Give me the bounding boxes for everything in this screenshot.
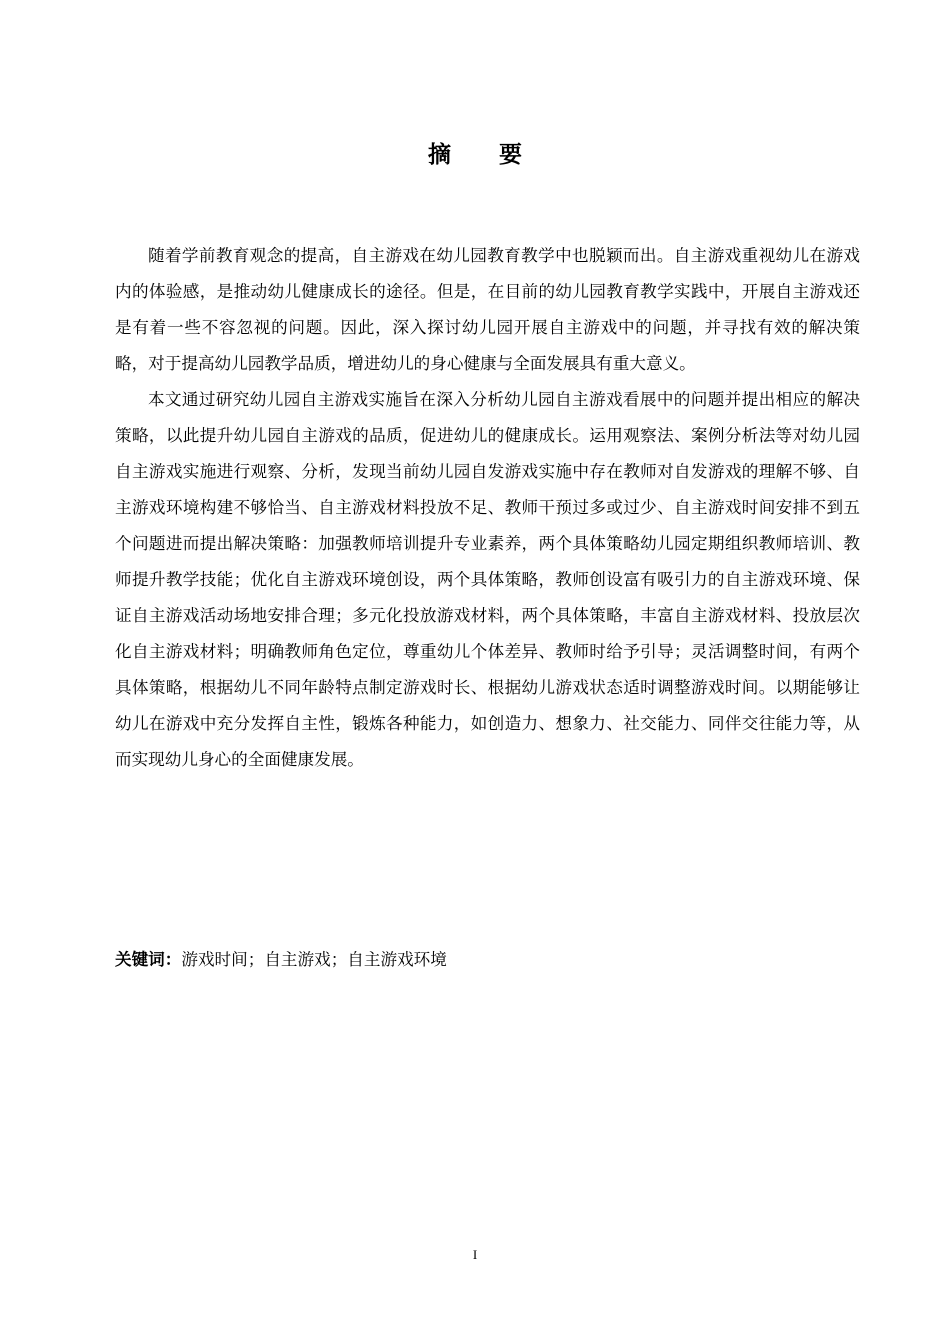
page-number: I <box>472 1247 478 1262</box>
keywords-label: 关键词： <box>115 950 182 969</box>
abstract-paragraph-1: 随着学前教育观念的提高，自主游戏在幼儿园教育教学中也脱颖而出。自主游戏重视幼儿在游戏内的体验感，是推动幼儿健康成长的途径。但是，在目前的幼儿园教育教学实践中，开展自主游戏还是有着一些不容忽视的问题。因此，深入探讨幼儿园开展自主游戏中的问题，并寻找有效的解决策略，对于提高幼儿园教学品质，增进幼儿的身心健康与全面发展具有重大意义。 <box>115 246 860 373</box>
abstract-body <box>115 238 860 778</box>
page-title: 摘 要 <box>427 142 542 169</box>
abstract-paragraph-2: 本文通过研究幼儿园自主游戏实施旨在深入分析幼儿园自主游戏看展中的问题并提出相应的解决策略，以此提升幼儿园自主游戏的品质，促进幼儿的健康成长。运用观察法、案例分析法等对幼儿园自主游戏实施进行观察、分析，发现当前幼儿园自发游戏实施中存在教师对自发游戏的理解不够、自主游戏环境构建不够恰当、自主游戏材料投放不足、教师干预过多或过少、自主游戏时间安排不到五个问题进而提出解决策略：加强教师培训提升专业素养，两个具体策略幼儿园定期组织教师培训、教师提升教学技能；优化自主游戏环境创设，两个具体策略，教师创设富有吸引力的自主游戏环境、保证自主游戏活动场地安排合理；多元化投放游戏材料，两个具体策略，丰富自主游戏材料、投放层次化自主游戏材料；明确教师角色定位，尊重幼儿个体差异、教师时给予引导；灵活调整时间，有两个具体策略，根据幼儿不同年龄特点制定游戏时长、根据幼儿游戏状态适时调整游戏时间。以期能够让幼儿在游戏中充分发挥自主性，锻炼各种能力，如创造力、想象力、社交能力、同伴交往能力等，从而实现幼儿身心的全面健康发展。 <box>115 390 860 769</box>
keywords-text: 游戏时间；自主游戏；自主游戏环境 <box>181 950 447 969</box>
keywords-line <box>115 942 860 978</box>
